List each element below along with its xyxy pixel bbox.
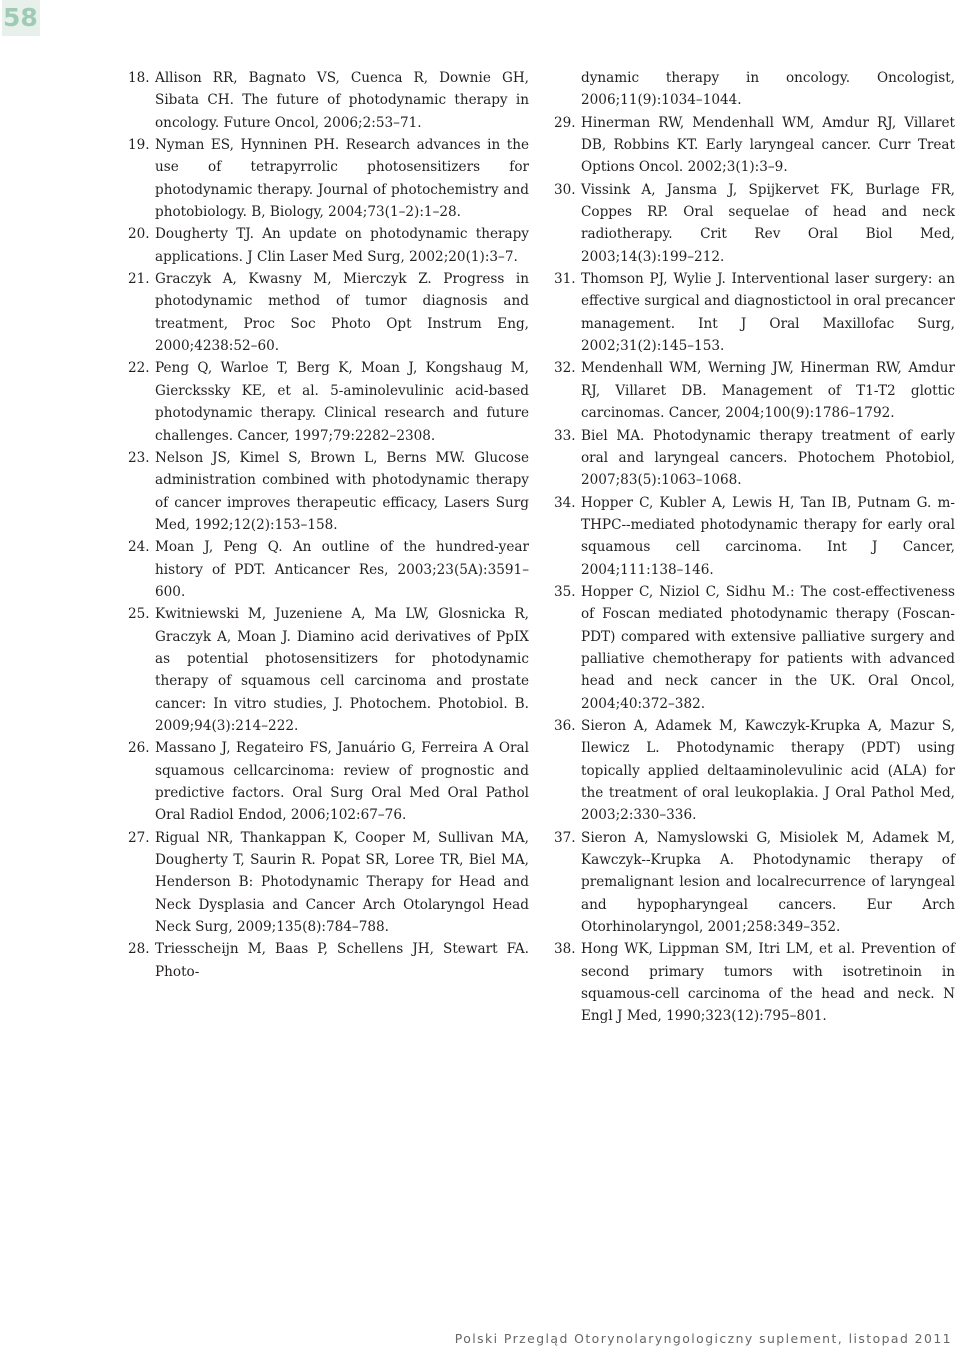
- reference-item: [128, 357, 529, 446]
- reference-text: Nyman ES, Hynninen PH. Research advances in the use of tetrapyrrolic photosensitizers for photodynamic therapy. Journal of photochemistry and photobiology. B, Biology, 2004;73(1–2):1–28.: [155, 137, 529, 221]
- references-left-column: [128, 67, 529, 983]
- reference-number: 25.: [128, 606, 150, 623]
- reference-text: Thomson PJ, Wylie J. Interventional laser surgery: an effective surgical and diagnostictool in oral precancer management. Int J Oral Maxillofac Surg, 2002;31(2):145–153.: [581, 271, 955, 355]
- reference-number: 22.: [128, 360, 150, 377]
- reference-text: Allison RR, Bagnato VS, Cuenca R, Downie GH, Sibata CH. The future of photodynamic therapy in oncology. Future Oncol, 2006;2:53–71.: [155, 70, 529, 131]
- reference-number: 29.: [554, 114, 576, 131]
- reference-number: 33.: [554, 427, 576, 444]
- reference-text: Hong WK, Lippman SM, Itri LM, et al. Prevention of second primary tumors with isotretinoin in squamous-cell carcinoma of the head and neck. N Engl J Med, 1990;323(12):795–801.: [581, 941, 955, 1025]
- reference-item: [554, 179, 955, 268]
- reference-text: Moan J, Peng Q. An outline of the hundred-year history of PDT. Anticancer Res, 2003;23(5A):3591–600.: [155, 539, 529, 600]
- reference-item: [554, 827, 955, 939]
- reference-item: [554, 268, 955, 357]
- reference-item: [128, 536, 529, 603]
- reference-item: [554, 425, 955, 492]
- references-right-column: [554, 67, 955, 1028]
- reference-number: 18.: [128, 70, 150, 86]
- reference-text: Massano J, Regateiro FS, Januário G, Ferreira A Oral squamous cellcarcinoma: review of prognostic and predictive factors. Oral Surg Oral Med Oral Pathol Oral Radiol Endod, 2006;102:67–76.: [155, 740, 529, 824]
- reference-number: 20.: [128, 226, 150, 243]
- reference-text: Nelson JS, Kimel S, Brown L, Berns MW. Glucose administration combined with photodynamic therapy of cancer improves therapeutic efficacy, Lasers Surg Med, 1992;12(2):153–158.: [155, 449, 529, 533]
- reference-number: 32.: [554, 360, 576, 377]
- reference-number: 34.: [554, 494, 576, 511]
- reference-number: 31.: [554, 271, 576, 288]
- reference-number: 26.: [128, 740, 150, 757]
- reference-number: 21.: [128, 271, 150, 288]
- reference-list-left: [128, 67, 529, 983]
- reference-number: 19.: [128, 137, 150, 154]
- reference-number: 37.: [554, 829, 576, 846]
- reference-number: 36.: [554, 717, 576, 734]
- reference-number: 24.: [128, 539, 150, 556]
- reference-text: Mendenhall WM, Werning JW, Hinerman RW, Amdur RJ, Villaret DB. Management of T1-T2 glottic carcinomas. Cancer, 2004;100(9):1786–1792.: [581, 360, 955, 422]
- reference-item: [128, 737, 529, 826]
- reference-number: 27.: [128, 829, 150, 846]
- reference-text: Hopper C, Kubler A, Lewis H, Tan IB, Putnam G. m-THPC--mediated photodynamic therapy for early oral squamous cell carcinoma. Int J Cancer, 2004;111:138–146.: [581, 494, 955, 578]
- reference-item: [554, 938, 955, 1027]
- reference-item: [128, 938, 529, 983]
- reference-item: [128, 603, 529, 737]
- reference-text: Peng Q, Warloe T, Berg K, Moan J, Kongshaug M, Gierckssky KE, et al. 5-aminolevulinic acid-based photodynamic therapy. Clinical research and future challenges. Cancer, 1997;79:2282–2308.: [155, 360, 529, 444]
- reference-text: Sieron A, Adamek M, Kawczyk-Krupka A, Mazur S, Ilewicz L. Photodynamic therapy (PDT) using topically applied deltaaminolevulinic acid (ALA) for the treatment of oral leukoplakia. J Oral Pathol Med, 2003;2:330–336.: [581, 717, 955, 824]
- reference-number: 35.: [554, 583, 576, 600]
- reference-item: [554, 715, 955, 827]
- reference-text: Dougherty TJ. An update on photodynamic therapy applications. J Clin Laser Med Surg, 2002;20(1):3–7.: [155, 226, 529, 265]
- reference-item: [554, 357, 955, 424]
- reference-number: 28.: [128, 941, 150, 958]
- reference-item: [128, 268, 529, 357]
- reference-list-right: [554, 67, 955, 1028]
- reference-number: 30.: [554, 181, 576, 198]
- reference-item: [128, 827, 529, 939]
- page-number: 58: [2, 0, 40, 36]
- reference-text: Triesscheijn M, Baas P, Schellens JH, Stewart FA. Photo-: [155, 941, 529, 980]
- reference-text: Biel MA. Photodynamic therapy treatment of early oral and laryngeal cancers. Photochem Photobiol, 2007;83(5):1063–1068.: [581, 427, 955, 489]
- reference-item: [128, 134, 529, 223]
- journal-footer: Polski Przegląd Otorynolaryngologiczny suplement, listopad 2011: [454, 1331, 952, 1346]
- reference-text: Hinerman RW, Mendenhall WM, Amdur RJ, Villaret DB, Robbins KT. Early laryngeal cancer. Curr Treat Options Oncol. 2002;3(1):3–9.: [581, 114, 955, 176]
- reference-item: [554, 112, 955, 179]
- reference-text: Graczyk A, Kwasny M, Mierczyk Z. Progress in photodynamic method of tumor diagnosis and treatment, Proc Soc Photo Opt Instrum Eng, 2000;4238:52–60.: [155, 271, 529, 355]
- reference-item: [554, 581, 955, 715]
- reference-text: Sieron A, Namyslowski G, Misiolek M, Adamek M, Kawczyk--Krupka A. Photodynamic therapy of premalignant lesion and localrecurrence of laryngeal and hypopharyngeal cancers. Eur Arch Otorhinolaryngol, 2001;258:349–352.: [581, 829, 955, 936]
- reference-item: [128, 223, 529, 268]
- reference-text: Vissink A, Jansma J, Spijkervet FK, Burlage FR, Coppes RP. Oral sequelae of head and neck radiotherapy. Crit Rev Oral Biol Med, 2003;14(3):199–212.: [581, 181, 955, 265]
- reference-number: 23.: [128, 449, 150, 466]
- reference-text: Rigual NR, Thankappan K, Cooper M, Sullivan MA, Dougherty T, Saurin R. Popat SR, Loree TR, Biel MA, Henderson B: Photodynamic Therapy for Head and Neck Dysplasia and Cancer Arch Otolaryngol Head Neck Surg, 2009;135(8):784–788.: [155, 829, 529, 936]
- reference-continuation: dynamic therapy in oncology. Oncologist, 2006;11(9):1034–1044.: [581, 70, 955, 109]
- reference-text: Kwitniewski M, Juzeniene A, Ma LW, Glosnicka R, Graczyk A, Moan J. Diamino acid derivatives of PpIX as potential photosensitizers for photodynamic therapy of squamous cell carcinoma and prostate cancer: In vitro studies, J. Photochem. Photobiol. B. 2009;94(3):214–222.: [155, 606, 529, 734]
- reference-item: [128, 67, 529, 134]
- reference-number: 38.: [554, 941, 576, 958]
- reference-text: Hopper C, Niziol C, Sidhu M.: The cost-effectiveness of Foscan mediated photodynamic therapy (Foscan-PDT) compared with extensive palliative surgery and palliative chemotherapy for patients with advanced head and neck cancer in the UK. Oral Oncol, 2004;40:372–382.: [581, 583, 955, 712]
- reference-item: [554, 492, 955, 581]
- reference-item: [128, 447, 529, 536]
